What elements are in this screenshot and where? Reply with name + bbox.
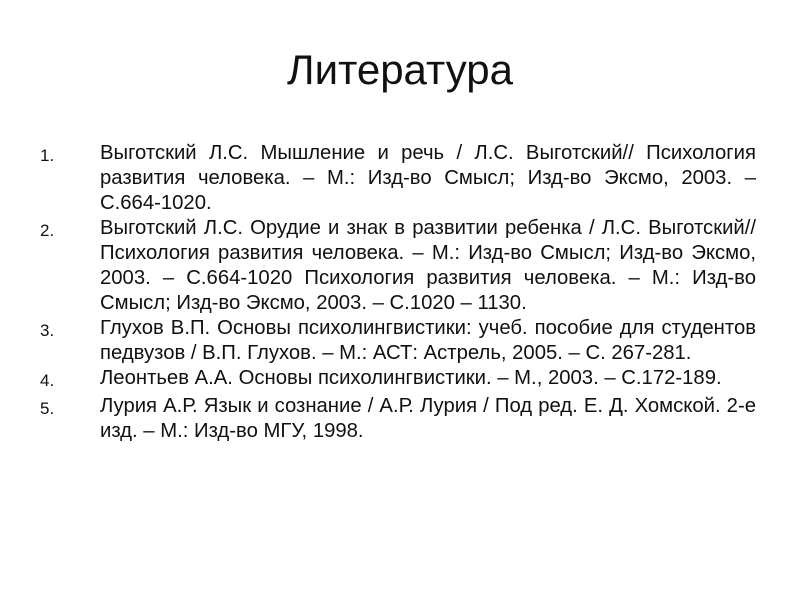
list-item-text: Леонтьев А.А. Основы психолингвистики. – М., 2003. – С.172-189. [100, 367, 722, 389]
list-item [40, 316, 756, 366]
list-item-number: 3. [40, 321, 55, 340]
list-item-text: Глухов В.П. Основы психолингвистики: учеб. пособие для студентов педвузов / В.П. Глухов. – М.: АСТ: Астрель, 2005. – С. 267-281. [100, 317, 756, 364]
list-item-number: 5. [40, 399, 55, 418]
list-item [40, 366, 756, 394]
list-item [40, 394, 756, 444]
list-item-text: Выготский Л.С. Орудие и знак в развитии ребенка / Л.С. Выготский// Психология развития человека. – М.: Изд-во Смысл; Изд-во Эксмо, 2003. – С.664-1020 Психология развития человека. – М.: Изд-во Смысл; Изд-во Эксмо, 2003. – С.1020 – 1130. [100, 217, 756, 314]
list-item [40, 141, 756, 216]
page-title: Литература [287, 46, 513, 93]
reference-list [40, 141, 756, 444]
list-item-text: Лурия А.Р. Язык и сознание / А.Р. Лурия / Под ред. Е. Д. Хомской. 2-е изд. – М.: Изд-во МГУ, 1998. [100, 395, 756, 442]
list-item [40, 216, 756, 316]
list-item-number: 1. [40, 146, 55, 165]
list-item-number: 2. [40, 221, 55, 240]
list-item-number: 4. [40, 371, 55, 390]
list-item-text: Выготский Л.С. Мышление и речь / Л.С. Выготский// Психология развития человека. – М.: Изд-во Смысл; Изд-во Эксмо, 2003. – С.664-1020. [100, 142, 756, 214]
